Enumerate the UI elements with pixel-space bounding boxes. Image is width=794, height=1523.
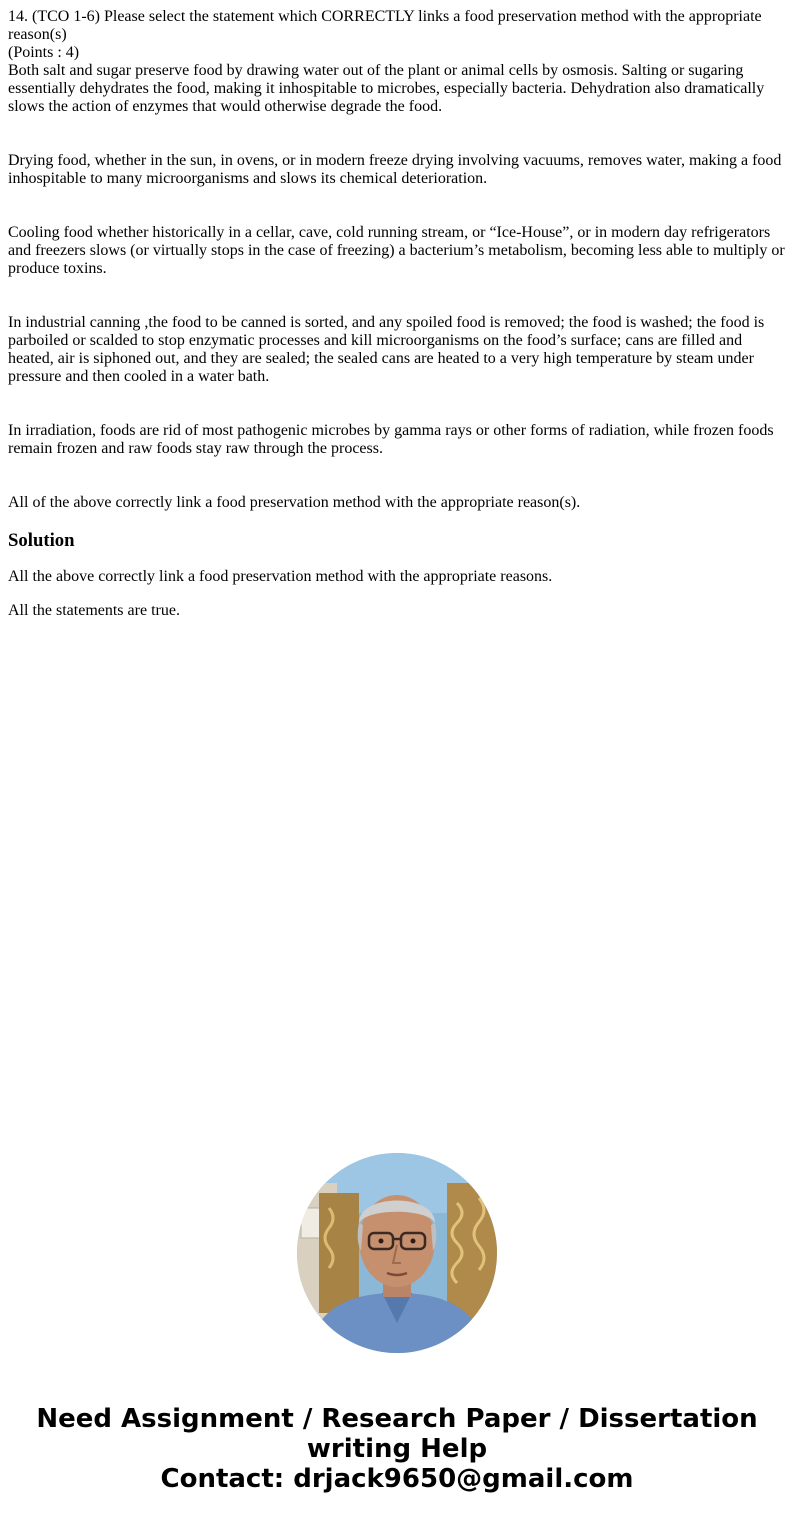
question-text: 14. (TCO 1-6) Please select the statement which CORRECTLY links a food preservation method with the appropriate reason(s): [8, 8, 762, 43]
author-photo-image: [297, 1153, 497, 1353]
author-avatar: [297, 1153, 497, 1353]
option-irradiation: In irradiation, foods are rid of most pathogenic microbes by gamma rays or other forms of radiation, while frozen foods remain frozen and raw foods stay raw through the process.: [8, 422, 774, 457]
promo-contact: Contact: drjack9650@gmail.com: [160, 1464, 634, 1494]
solution-note: All the statements are true.: [8, 602, 180, 619]
solution-answer: All the above correctly link a food preservation method with the appropriate reasons.: [8, 568, 553, 585]
document-body: [8, 8, 786, 620]
question-points: (Points : 4): [8, 44, 80, 61]
option-all-above: All of the above correctly link a food preservation method with the appropriate reason(s).: [8, 494, 581, 511]
option-salt-sugar: Both salt and sugar preserve food by drawing water out of the plant or animal cells by osmosis. Salting or sugaring essentially dehydrates the food, making it inhospitable to microbes, especially bacteria. Dehydration also dramatically slows the action of enzymes that would otherwise degrade the food.: [8, 62, 765, 115]
option-list: [8, 62, 786, 512]
promo-line-2: writing Help: [306, 1434, 488, 1464]
question: [8, 8, 786, 62]
option-cooling: Cooling food whether historically in a cellar, cave, cold running stream, or “Ice-House”, or in modern day refrigerators and freezers slows (or virtually stops in the case of freezing) a bacterium’s metabolism, becoming less able to multiply or produce toxins.: [8, 224, 785, 277]
option-drying: Drying food, whether in the sun, in ovens, or in modern freeze drying involving vacuums, removes water, making a food inhospitable to many microorganisms and slows its chemical deterioration.: [8, 152, 782, 187]
promo-line-1: Need Assignment / Research Paper / Dissertation: [36, 1404, 758, 1434]
promo-banner: [0, 1404, 794, 1494]
solution-heading: Solution: [8, 530, 75, 551]
option-canning: In industrial canning ,the food to be canned is sorted, and any spoiled food is removed; the food is washed; the food is parboiled or scalded to stop enzymatic processes and kill microorganisms on the food’s surface; cans are filled and heated, air is siphoned out, and they are sealed; the sealed cans are heated to a very high temperature by steam under pressure and then cooled in a water bath.: [8, 314, 765, 385]
